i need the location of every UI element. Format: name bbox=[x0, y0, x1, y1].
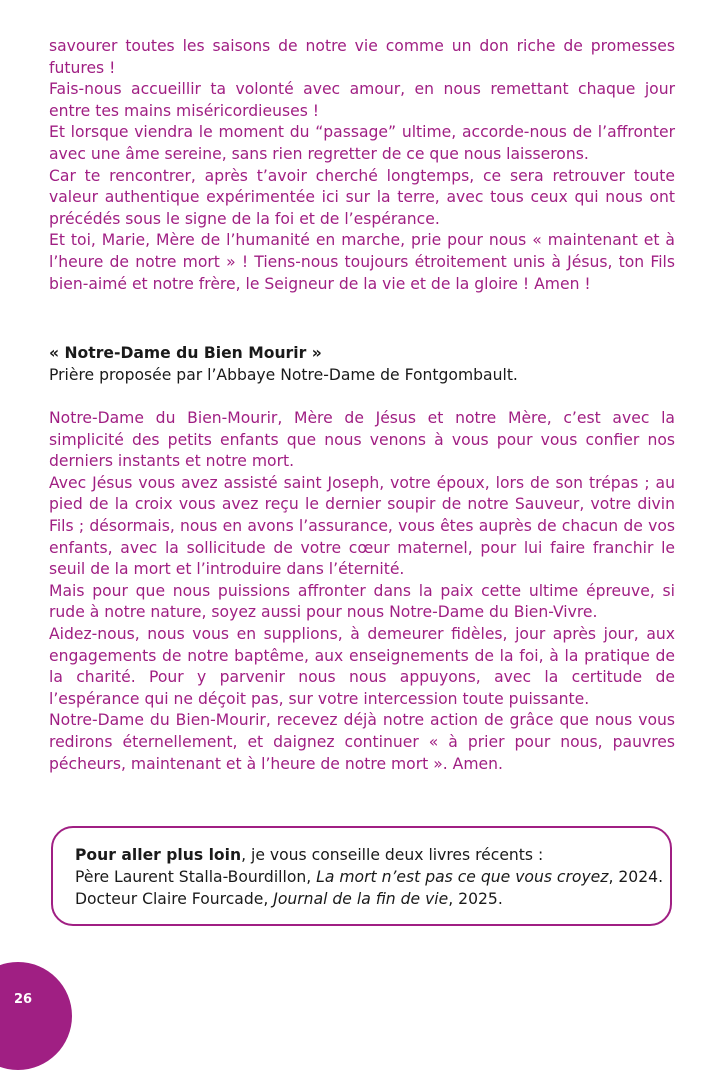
prayer-source: Prière proposée par l’Abbaye Notre-Dame de Fontgombault. bbox=[49, 365, 518, 384]
book-year: , 2025. bbox=[448, 890, 503, 908]
prayer-heading bbox=[49, 343, 675, 386]
further-reading-lead: Pour aller plus loin bbox=[75, 846, 242, 864]
further-reading-intro bbox=[75, 844, 670, 866]
prayer-title: « Notre-Dame du Bien Mourir » bbox=[49, 344, 322, 362]
further-reading-lead-rest: , je vous conseille deux livres récents : bbox=[241, 846, 544, 864]
paragraph: Car te rencontrer, après t’avoir cherché longtemps, ce sera retrouver toute valeur authentique expérimentée ici sur la terre, avec tous ceux qui nous ont précédés sous le signe de la foi et de l’espérance. bbox=[49, 166, 675, 228]
paragraph: Fais-nous accueillir ta volonté avec amour, en nous remettant chaque jour entre tes mains miséricordieuses ! bbox=[49, 80, 675, 120]
paragraph: Aidez-nous, nous vous en supplions, à demeurer fidèles, jour après jour, aux engagements de notre baptême, aux enseignements de la foi, à la pratique de la charité. Pour y parvenir nous nous appuyons, avec la certitude de l’espérance qui ne déçoit pas, sur votre intercession toute puissante. bbox=[49, 624, 675, 708]
paragraph: Et lorsque viendra le moment du “passage” ultime, accorde-nous de l’affronter avec une âme sereine, sans rien regretter de ce que nous laisserons. bbox=[49, 123, 675, 163]
prayer-continuation bbox=[49, 36, 675, 295]
paragraph: savourer toutes les saisons de notre vie comme un don riche de promesses futures ! bbox=[49, 37, 675, 77]
book-reference bbox=[75, 866, 670, 888]
book-year: , 2024. bbox=[608, 868, 664, 886]
book-title: La mort n’est pas ce que vous croyez bbox=[316, 868, 609, 886]
paragraph: Notre-Dame du Bien-Mourir, Mère de Jésus et notre Mère, c’est avec la simplicité des petits enfants que nous venons à vous pour vous confier nos derniers instants et notre mort. bbox=[49, 409, 675, 471]
book-author: Père Laurent Stalla-Bourdillon, bbox=[75, 868, 317, 886]
further-reading-box bbox=[51, 826, 672, 926]
prayer-body bbox=[49, 408, 675, 775]
page-number: 26 bbox=[14, 992, 33, 1007]
page-number-badge bbox=[0, 962, 72, 1070]
paragraph: Avec Jésus vous avez assisté saint Joseph, votre époux, lors de son trépas ; au pied de la croix vous avez reçu le dernier soupir de notre Sauveur, votre divin Fils ; désormais, nous en avons l’assurance, vous êtes auprès de chacun de vos enfants, avec la sollicitude de votre cœur maternel, pour lui faire franchir le seuil de la mort et l’introduire dans l’éternité. bbox=[49, 473, 675, 579]
paragraph: Et toi, Marie, Mère de l’humanité en marche, prie pour nous « maintenant et à l’heure de notre mort » ! Tiens-nous toujours étroitement unis à Jésus, ton Fils bien-aimé et notre frère, le Seigneur de la vie et de la gloire ! Amen ! bbox=[49, 231, 675, 293]
book-title: Journal de la fin de vie bbox=[273, 890, 449, 908]
book-author: Docteur Claire Fourcade, bbox=[75, 890, 274, 908]
book-reference bbox=[75, 888, 670, 910]
paragraph: Notre-Dame du Bien-Mourir, recevez déjà notre action de grâce que nous vous redirons éternellement, et daignez continuer « à prier pour nous, pauvres pécheurs, maintenant et à l’heure de notre mort ». Amen. bbox=[49, 711, 675, 773]
paragraph: Mais pour que nous puissions affronter dans la paix cette ultime épreuve, si rude à notre nature, soyez aussi pour nous Notre-Dame du Bien-Vivre. bbox=[49, 581, 675, 622]
